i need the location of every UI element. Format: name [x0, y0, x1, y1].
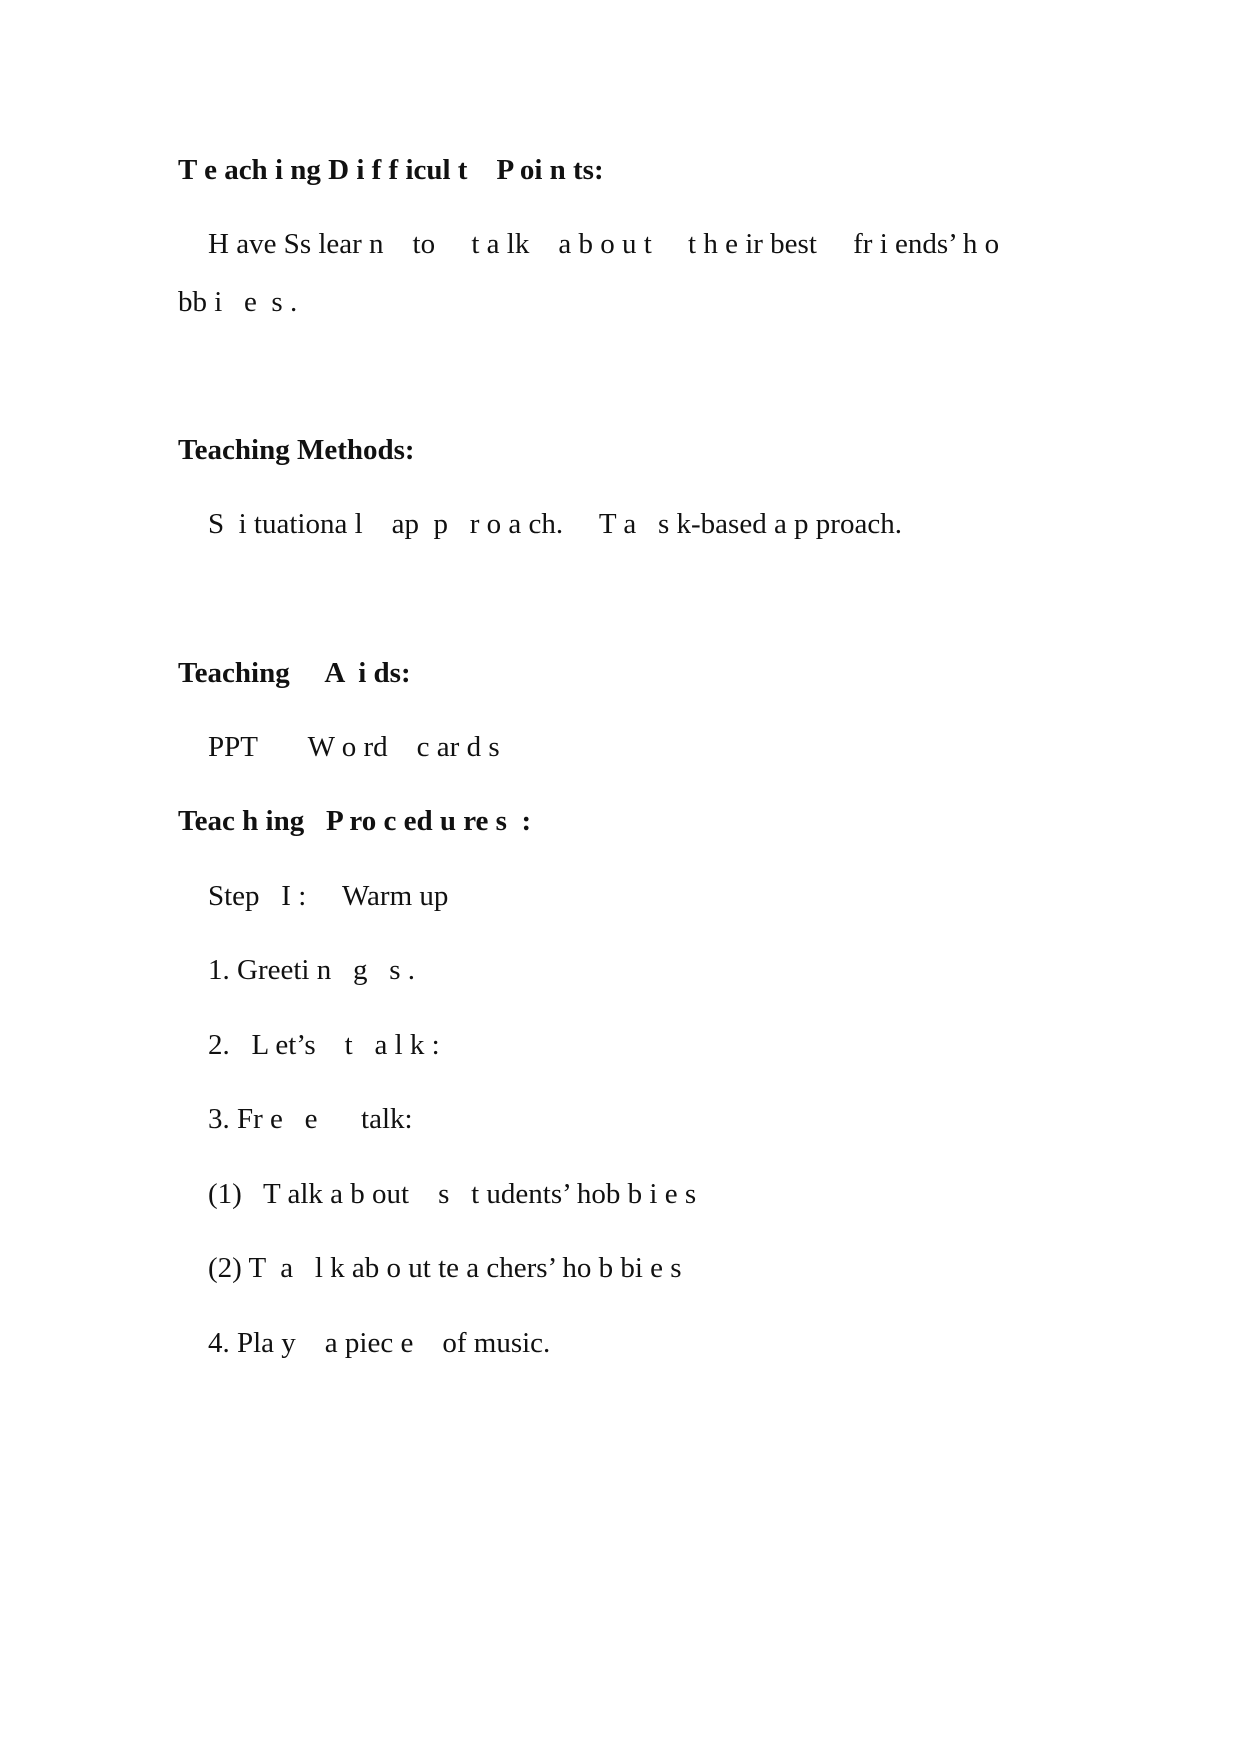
procedure-item: 1. Greeti n g s . — [208, 954, 415, 986]
procedure-item: 4. Pla y a piec e of music. — [208, 1327, 551, 1359]
difficult-points-text-line1: H ave Ss lear n to t a lk a b o u t t h e ir best fr i ends’ h o — [208, 228, 1000, 260]
teaching-procedures-heading: Teac h ing P ro c ed u re s : — [178, 805, 532, 837]
procedure-step-1: Step I : Warm up — [208, 880, 449, 912]
teaching-aids-text: PPT W o rd c ar d s — [208, 731, 500, 763]
teaching-methods-heading: Teaching Methods: — [178, 434, 415, 466]
procedure-item: (1) T alk a b out s t udents’ hob b i e s — [208, 1178, 697, 1210]
teaching-methods-text: S i tuationa l ap p r o a ch. T a s k-based a p proach. — [208, 508, 902, 540]
procedure-item: 2. L et’s t a l k : — [208, 1029, 440, 1061]
difficult-points-text-line2: bb i e s . — [178, 286, 298, 318]
teaching-difficult-points-heading: T e ach i ng D i f f icul t P oi n ts: — [178, 154, 604, 186]
procedure-item: 3. Fr e e talk: — [208, 1103, 413, 1135]
teaching-aids-heading: Teaching A i ds: — [178, 657, 411, 689]
procedure-item: (2) T a l k ab o ut te a chers’ ho b bi e s — [208, 1252, 682, 1284]
